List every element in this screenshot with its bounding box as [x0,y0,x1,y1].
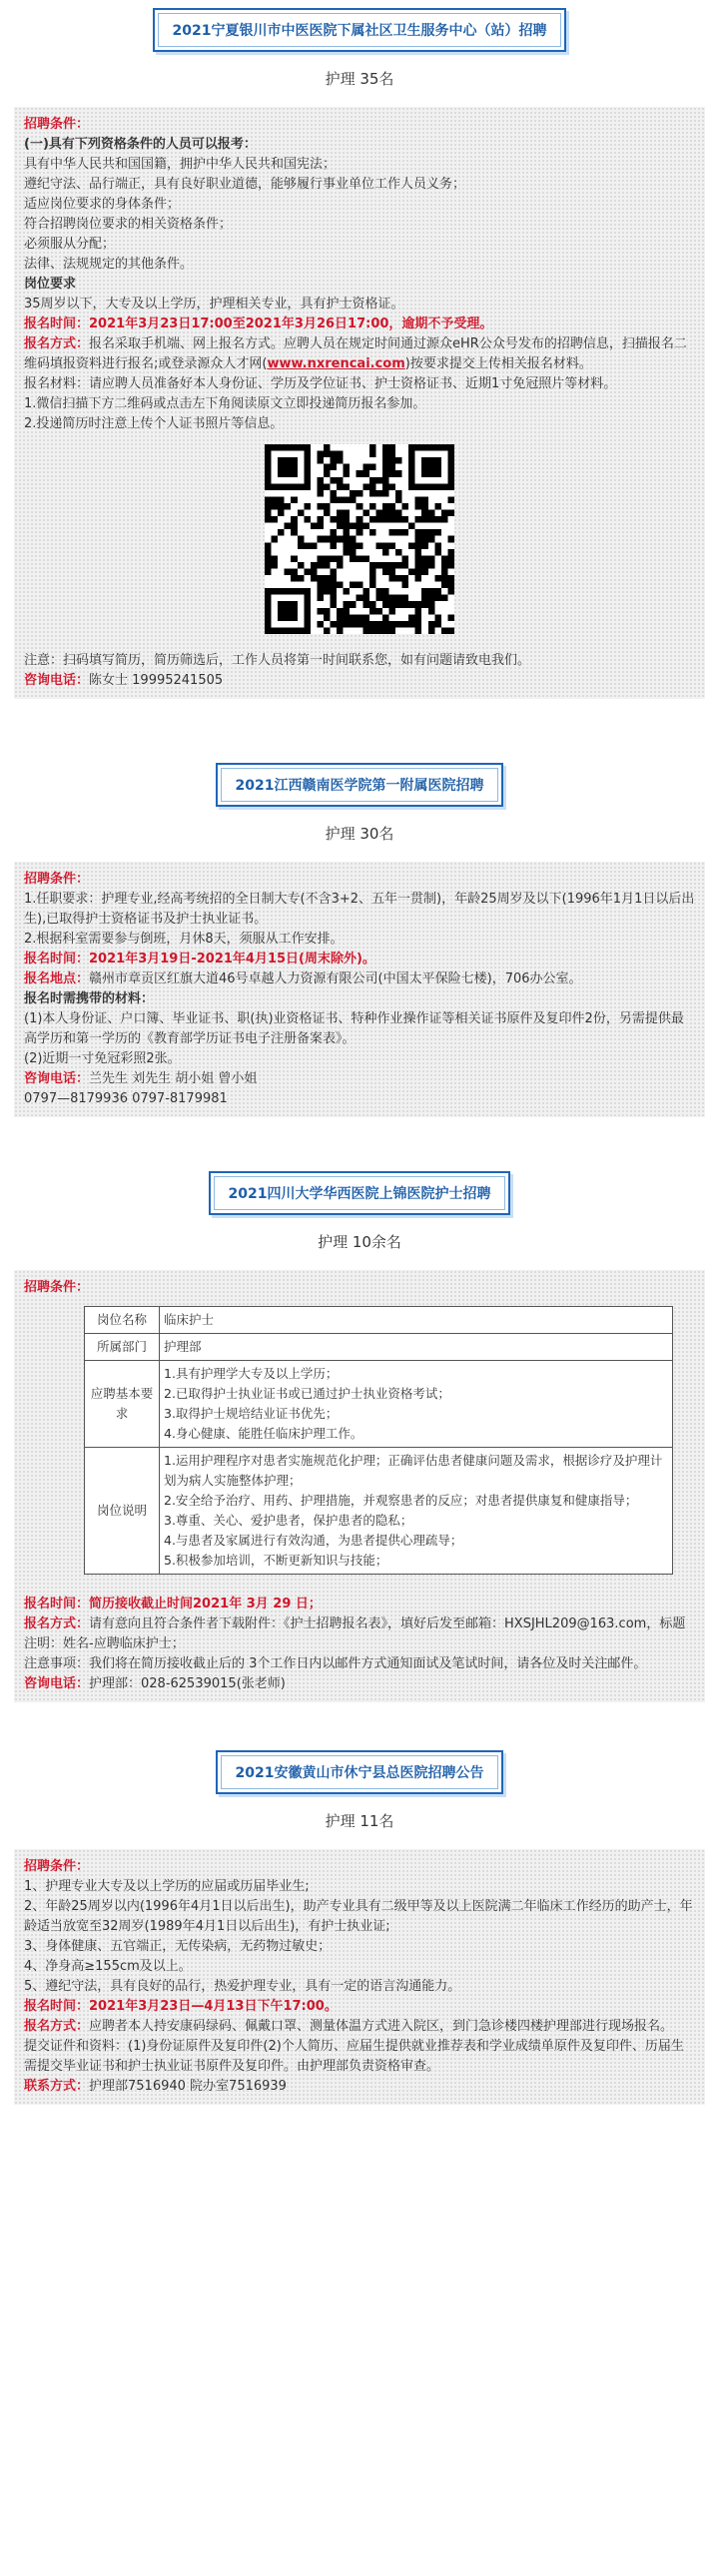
time-label: 报名时间： [24,1597,90,1611]
phone-value: 护理部：028-62539015(张老师) [89,1676,286,1691]
table-row [85,1334,673,1361]
content-panel [14,1849,705,2105]
method-text: 报名采取手机端、网上报名方式。应聘人员在规定时间通过源众eHR公众号发布的招聘信息，扫描报名二维码填报资料进行报名;或登录源众人才网( [24,336,687,371]
content-panel [14,862,705,1117]
condition-line: 遵纪守法、品行端正，具有良好职业道德，能够履行事业单位工作人员义务； [24,177,466,192]
step-line: 1.微信扫描下方二维码或点击左下角阅读原文立即投递简历报名参加。 [24,396,426,411]
requirement-item: 3.取得护士规培结业证书优先； [164,1406,339,1421]
condition-line: 适应岗位要求的身体条件； [24,197,181,212]
section-title-box [216,763,504,807]
time-value: 2021年3月19日-2021年4月15日(周末除外)。 [89,952,375,966]
condition-line: 5、遵纪守法，具有良好的品行，热爱护理专业，具有一定的语言沟通能力。 [24,1979,461,1994]
section-xiuning [0,1742,719,2105]
condition-line: 符合招聘岗位要求的相关资格条件； [24,217,233,232]
time-label: 报名时间： [24,317,90,331]
requirement-item: 2.已取得护士执业证书或已通过护士执业资格考试； [164,1386,450,1401]
section-title-box [153,8,567,52]
place-label: 报名地点： [24,971,90,986]
duty-item: 2.安全给予治疗、用药、护理措施，并观察患者的反应；对患者提供康复和健康指导； [164,1493,638,1508]
duty-item: 3.尊重、关心、爱护患者，保护患者的隐私； [164,1513,413,1528]
section-huaxi [0,1163,719,1702]
table-key: 岗位名称 [85,1307,160,1334]
position-count: 护理 11名 [325,1812,394,1830]
contact-label: 联系方式： [24,2079,90,2094]
table-value: 临床护士 [160,1307,673,1334]
phone-value: 陈女士 19995241505 [89,673,224,688]
conditions-label: 招聘条件： [24,872,90,887]
duty-item: 1.运用护理程序对患者实施规范化护理；正确评估患者健康问题及需求，根据诊疗及护理计划为病人实施整体护理； [164,1453,663,1488]
section-gannan [0,755,719,1117]
content-panel [14,1270,705,1702]
table-key: 所属部门 [85,1334,160,1361]
phone-label: 咨询电话： [24,1676,90,1691]
phone-label: 咨询电话： [24,1071,90,1086]
place-value: 赣州市章贡区红旗大道46号卓越人力资源有限公司(中国太平保险七楼)，706办公室。 [89,971,582,986]
condition-line: 必须服从分配； [24,237,116,252]
phone-label: 咨询电话： [24,673,90,688]
time-label: 报名时间： [24,1999,90,2014]
requirement-item: 4.身心健康、能胜任临床护理工作。 [164,1426,363,1441]
method-text: 请有意向且符合条件者下载附件：《护士招聘报名表》，填好后发至邮箱：HXSJHL209@163.com，标题注明：姓名-应聘临床护士； [24,1616,686,1651]
content-panel [14,107,705,699]
position-count: 护理 30名 [325,825,394,843]
position-count: 护理 35名 [325,70,394,88]
position-table [84,1306,673,1575]
qr-code-icon[interactable] [265,444,454,634]
duty-item: 5.积极参加培训，不断更新知识与技能； [164,1553,388,1568]
phone-contacts: 兰先生 刘先生 胡小姐 曾小姐 [89,1071,258,1086]
table-key: 应聘基本要求 [85,1361,160,1448]
website-link[interactable]: www.nxrencai.com [267,356,405,371]
phone-numbers: 0797—8179936 0797-8179981 [24,1091,228,1106]
conditions-heading: (一)具有下列资格条件的人员可以报考： [24,137,257,152]
requirements-text: 35周岁以下，大专及以上学历，护理相关专业，具有护士资格证。 [24,297,404,312]
section-title: 2021江西赣南医学院第一附属医院招聘 [221,768,499,802]
conditions-label: 招聘条件： [24,117,90,132]
materials-heading: 报名时需携带的材料： [24,991,155,1006]
condition-line: 法律、法规规定的其他条件。 [24,257,194,272]
contact-value: 护理部7516940 院办室7516939 [89,2079,287,2094]
section-title: 2021宁夏银川市中医医院下属社区卫生服务中心（站）招聘 [158,13,562,47]
section-title-box [209,1171,511,1215]
table-value [160,1448,673,1575]
table-value: 护理部 [160,1334,673,1361]
condition-line: 1、护理专业大专及以上学历的应届或历届毕业生; [24,1879,310,1894]
section-title: 2021安徽黄山市休宁县总医院招聘公告 [221,1755,499,1789]
condition-line: 1.任职要求：护理专业,经高考统招的全日制大专(不含3+2、五年一贯制)，年龄25周岁及以下(1996年1月1日以后出生),已取得护士资格证书及护士执业证书。 [24,892,695,927]
step-line: 2.投递简历时注意上传个人证书照片等信息。 [24,416,284,431]
table-row [85,1448,673,1575]
time-value: 简历接收截止时间2021年 3月 29 日； [89,1597,322,1611]
condition-line: 2.根据科室需要参与倒班，月休8天，须服从工作安排。 [24,932,344,947]
requirement-item: 1.具有护理学大专及以上学历； [164,1366,339,1381]
table-key: 岗位说明 [85,1448,160,1575]
method-text-2: )按要求提交上传相关报名材料。 [404,356,592,371]
material-line: (1)本人身份证、户口簿、毕业证书、职(执)业资格证书、特种作业操作证等相关证书原件及复印件2份，另需提供最高学历和第一学历的《教育部学历证书电子注册备案表》。 [24,1011,684,1046]
method-label: 报名方式： [24,2019,90,2034]
section-yinchuan [0,0,719,699]
method-note: 注意事项：我们将在简历接收截止后的 3个工作日内以邮件方式通知面试及笔试时间，请各位及时关注邮件。 [24,1656,647,1671]
time-label: 报名时间： [24,952,90,966]
qr-code-container [24,434,695,651]
table-value [160,1361,673,1448]
time-value: 2021年3月23日17:00至2021年3月26日17:00，逾期不予受理。 [89,317,493,331]
method-label: 报名方式： [24,1616,90,1631]
table-row [85,1361,673,1448]
note-text: 注意：扫码填写简历，简历筛选后，工作人员将第一时间联系您，如有问题请致电我们。 [24,653,531,668]
section-title-box [216,1750,504,1794]
submit-text: 提交证件和资料：(1)身份证原件及复印件(2)个人简历、应届生提供就业推荐表和学业成绩单原件及复印件、历届生需提交毕业证书和护士执业证书原件及复印件。由护理部负责资格审查。 [24,2039,684,2074]
condition-line: 3、身体健康、五官端正，无传染病，无药物过敏史； [24,1939,332,1954]
requirements-heading: 岗位要求 [24,277,77,292]
materials-text: 报名材料：请应聘人员准备好本人身份证、学历及学位证书、护士资格证书、近期1寸免冠照片等材料。 [24,376,617,391]
condition-line: 4、净身高≥155cm及以上。 [24,1959,192,1974]
method-label: 报名方式： [24,336,90,351]
time-value: 2021年3月23日—4月13日下午17:00。 [89,1999,338,2014]
section-title: 2021四川大学华西医院上锦医院护士招聘 [214,1176,506,1210]
condition-line: 具有中华人民共和国国籍，拥护中华人民共和国宪法； [24,157,337,172]
table-row [85,1307,673,1334]
material-line: (2)近期一寸免冠彩照2张。 [24,1051,181,1066]
duty-item: 4.与患者及家属进行有效沟通，为患者提供心理疏导； [164,1533,463,1548]
condition-line: 2、年龄25周岁以内(1996年4月1日以后出生)，助产专业具有二级甲等及以上医院满二年临床工作经历的助产士，年龄适当放宽至32周岁(1989年4月1日以后出生)，有护士执业证; [24,1899,693,1934]
conditions-label: 招聘条件： [24,1859,90,1874]
position-count: 护理 10余名 [318,1233,401,1251]
method-text: 应聘者本人持安康码绿码、佩戴口罩、测量体温方式进入院区，到门急诊楼四楼护理部进行现场报名。 [89,2019,674,2034]
conditions-label: 招聘条件： [24,1280,90,1295]
